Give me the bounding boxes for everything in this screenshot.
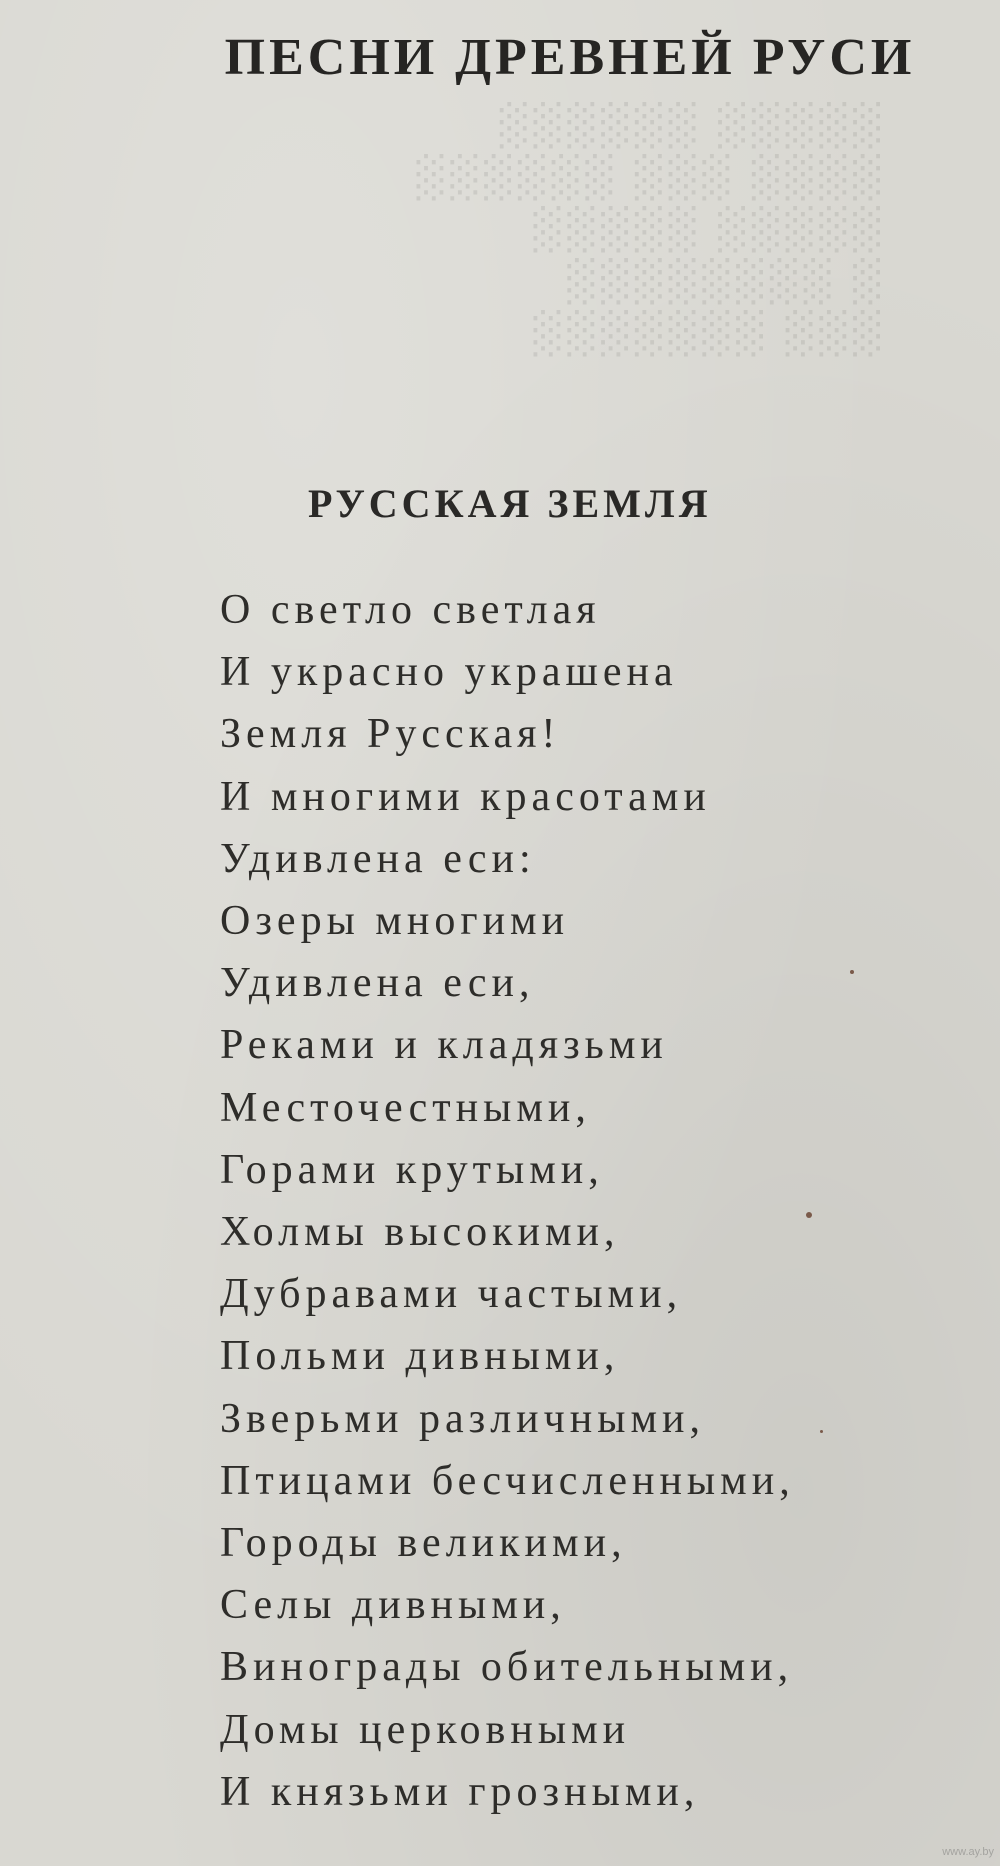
poem-line: Холмы высокими,	[220, 1209, 620, 1256]
poem-line: Зверьми различными,	[220, 1395, 706, 1442]
poem-title: РУССКАЯ ЗЕМЛЯ	[308, 481, 712, 526]
poem-line: И многими красотами	[220, 773, 711, 820]
poem-line: Городы великими,	[220, 1520, 627, 1567]
poem-line: Польми дивными,	[220, 1333, 620, 1380]
page-header	[0, 28, 1000, 87]
show-through-text: ░░░░░ ░░░░░░ ░░░░ ░░░ ░░░░░░ ░░░░░ ░░░░░ ░ ░░░░░░░░ ░░░ ░░░░░░░	[409, 103, 880, 357]
poem-line: Месточестными,	[220, 1084, 591, 1131]
book-title: ПЕСНИ ДРЕВНЕЙ РУСИ	[224, 29, 916, 86]
poem-line: Дубравами частыми,	[220, 1271, 683, 1318]
poem-line: Горами крутыми,	[220, 1146, 604, 1193]
paper-speck	[850, 970, 854, 974]
paper-speck	[806, 1212, 812, 1218]
poem-line: Озеры многими	[220, 898, 570, 945]
poem-line: И князьми грозными,	[220, 1768, 700, 1815]
poem-line: Реками и кладязьми	[220, 1022, 668, 1069]
paper-speck	[820, 1430, 823, 1433]
poem-line: И украсно украшена	[220, 649, 678, 696]
poem-line: Земля Русская!	[220, 711, 561, 758]
poem-line: О светло светлая	[220, 587, 601, 633]
poem-line: Удивлена еси:	[220, 835, 536, 882]
poem-line: Винограды обительными,	[220, 1644, 794, 1691]
poem-verse	[220, 579, 920, 1823]
poem-line: Птицами бесчисленными,	[220, 1457, 795, 1504]
poem-line: Селы дивными,	[220, 1582, 566, 1629]
poem-line: Домы церковными	[220, 1706, 631, 1753]
watermark: www.ay.by	[942, 1846, 994, 1858]
poem-line: Удивлена еси,	[220, 960, 535, 1007]
poem	[220, 480, 920, 1823]
